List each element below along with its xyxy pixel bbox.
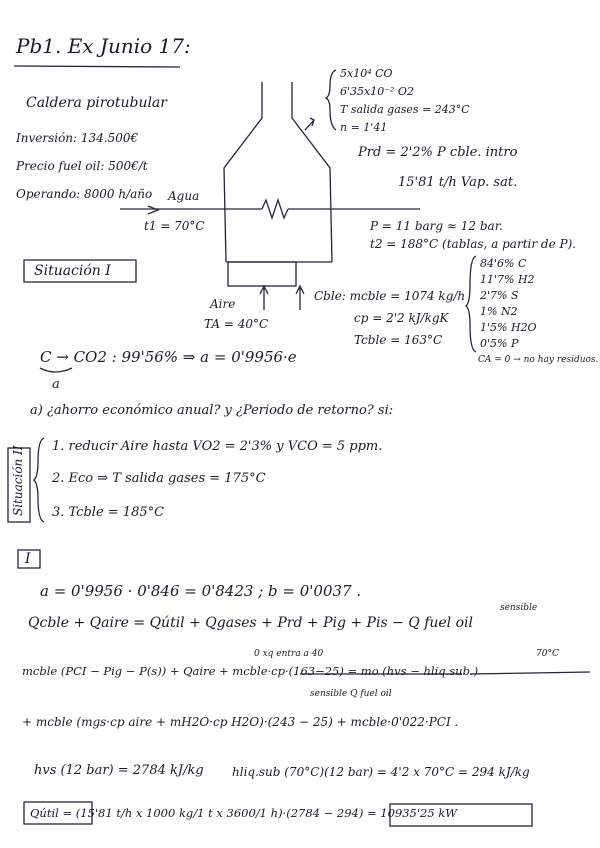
aire-label: Aire — [210, 297, 236, 311]
comp-h2o: 1'5% H2O — [480, 321, 537, 334]
situacion-II-label: Situación II — [11, 445, 25, 516]
operando-label: Operando: 8000 h/año — [16, 187, 153, 201]
inversion-label: Inversión: 134.500€ — [16, 131, 139, 145]
condition-2: 2. Eco ⇒ T salida gases = 175°C — [52, 471, 266, 486]
page-title: Pb1. Ex Junio 17: — [16, 34, 191, 58]
tcble-label: Tcble = 163°C — [354, 333, 443, 347]
line1-note1: 0 xq entra a 40 — [254, 649, 324, 659]
conversion-equation: C → CO2 : 99'56% ⇒ a = 0'9956·e — [40, 348, 297, 366]
question-text: a) ¿ahorro económico anual? y ¿Periodo de retorno? si: — [30, 403, 394, 418]
ca-label: CA = 0 → no hay residuos. — [478, 355, 599, 365]
caldera-label: Caldera pirotubular — [26, 95, 167, 111]
n-label: n = 1'41 — [340, 121, 388, 134]
energy-balance: Qcble + Qaire = Qútil + Qgases + Prd + Pig + Pis − Q fuel oil — [28, 615, 473, 631]
cp-label: cp = 2'2 kJ/kgK — [354, 311, 449, 325]
composition-brace — [466, 256, 476, 352]
tsalida-label: T salida gases = 243°C — [340, 103, 470, 116]
balance-line-2: + mcble (mgs·cp aire + mH2O·cp H2O)·(243 − 25) + mcble·0'022·PCI . — [22, 715, 459, 729]
comp-c: 84'6% C — [480, 257, 527, 270]
condition-1: 1. reducir Aire hasta VO2 = 2'3% y VCO = 5 ppm. — [52, 439, 383, 454]
comp-p: 0'5% P — [480, 337, 519, 350]
conversion-a: a — [52, 377, 60, 392]
burner-box — [228, 262, 296, 286]
solution-ab: a = 0'9956 · 0'846 = 0'8423 ; b = 0'0037 . — [40, 582, 362, 600]
presion-label: P = 11 barg ≈ 12 bar. — [370, 219, 503, 233]
comp-n2: 1% N2 — [480, 305, 518, 318]
stack-brace — [326, 70, 336, 130]
boiler-right-wall — [292, 82, 332, 262]
hliq-value: hliq.sub (70°C)(12 bar) = 4'2 x 70°C = 294 kJ/kg — [232, 765, 530, 779]
hvs-value: hvs (12 bar) = 2784 kJ/kg — [34, 763, 204, 778]
t1-label: t1 = 70°C — [144, 219, 205, 233]
comp-h2: 11'7% H2 — [480, 273, 535, 286]
comp-s: 2'7% S — [480, 289, 519, 302]
ta-label: TA = 40°C — [204, 317, 269, 331]
o2-label: 6'35x10⁻² O2 — [340, 85, 414, 98]
line1-note3: 70°C — [536, 649, 559, 659]
title-underline — [14, 66, 180, 67]
prd-label: Prd = 2'2% P cble. intro — [358, 145, 518, 160]
conditions-brace — [34, 438, 44, 522]
solution-roman: I — [25, 551, 31, 567]
condition-3: 3. Tcble = 185°C — [52, 505, 165, 520]
mcble-label: Cble: mcble = 1074 kg/h — [314, 289, 466, 303]
co-label: 5x10⁴ CO — [340, 67, 393, 80]
balance-note: sensible — [500, 603, 538, 613]
agua-label: Agua — [168, 189, 200, 203]
boiler-left-wall — [224, 82, 262, 262]
conversion-underbrace — [40, 368, 72, 372]
water-arrow — [148, 206, 158, 214]
situacion-I-label: Situación I — [34, 263, 111, 279]
line1-note2: sensible Q fuel oil — [310, 689, 392, 699]
precio-label: Precio fuel oil: 500€/t — [16, 159, 148, 173]
exhaust-arrow — [305, 118, 314, 130]
heat-exchanger-coil — [262, 200, 288, 218]
qutil-result: Qútil = (15'81 t/h x 1000 kg/1 t x 3600/1 h)·(2784 − 294) = 10935'25 kW — [30, 806, 458, 820]
balance-line-1: mcble (PCI − Pig − P(s)) + Qaire + mcble·cp·(163−25) = mo (hvs − hliq.sub.) — [22, 664, 479, 678]
t2-label: t2 = 188°C (tablas, a partir de P). — [370, 237, 577, 251]
vapor-label: 15'81 t/h Vap. sat. — [398, 175, 518, 190]
